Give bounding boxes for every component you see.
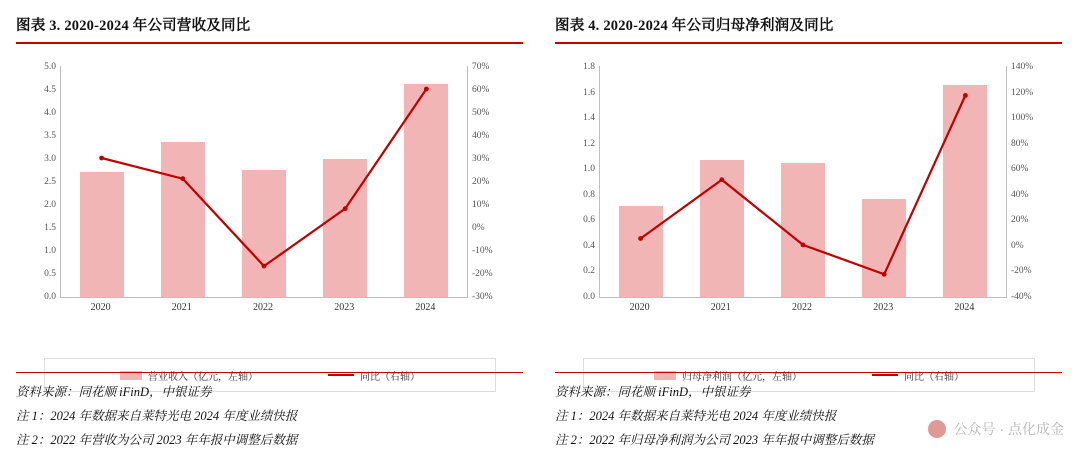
line-point: [882, 272, 887, 277]
panel-net-profit: [539, 0, 1078, 465]
line-point: [719, 177, 724, 182]
y-left-tick: 1.5: [44, 223, 56, 233]
watermark-text: 公众号 · 点化成金: [953, 421, 1064, 437]
y-left-tick: 4.5: [44, 85, 56, 95]
y-right-tick: 120%: [1011, 87, 1034, 98]
y-left-tick: 0.0: [583, 292, 595, 302]
y-axis-right-revenue: [472, 62, 518, 302]
y-right-tick: -20%: [1011, 266, 1032, 277]
line-point: [343, 206, 348, 211]
y-left-tick: 1.0: [583, 164, 595, 175]
note-source: 资料来源：同花顺 iFinD，中银证券: [555, 385, 751, 399]
y-right-tick: 100%: [1011, 113, 1034, 124]
legend-bar-label: 归母净利润（亿元，左轴）: [682, 371, 802, 383]
line-point: [801, 242, 806, 247]
line-point: [963, 93, 968, 98]
y-right-tick: 140%: [1011, 62, 1034, 72]
plot-area-revenue: [60, 66, 468, 298]
x-axis-tick: 2022: [792, 302, 812, 313]
y-axis-left-net-profit: [555, 62, 595, 302]
x-axis-tick: 2023: [334, 302, 355, 313]
y-left-tick: 0.5: [44, 269, 56, 279]
y-right-tick: 0%: [472, 223, 485, 233]
y-axis-left-revenue: [16, 62, 56, 302]
y-left-tick: 0.2: [583, 266, 595, 277]
y-right-tick: 10%: [472, 200, 490, 210]
trend-line: [641, 95, 966, 274]
x-axis-tick: 2021: [710, 302, 731, 313]
note-2: 注 2：2022 年营收为公司 2023 年年报中调整后数据: [16, 432, 298, 447]
y-right-tick: -20%: [472, 269, 493, 279]
trend-line: [102, 89, 427, 266]
y-right-tick: 0%: [1011, 240, 1024, 251]
note-1: 注 1：2024 年数据来自莱特光电 2024 年度业绩快报: [16, 408, 298, 423]
x-axis-tick: 2021: [171, 302, 192, 313]
line-series-net-profit: [600, 66, 1006, 296]
panel-title-net-profit: 图表 4. 2020-2024 年公司归母净利润及同比: [555, 14, 1062, 44]
line-point: [424, 87, 429, 92]
line-series-revenue: [61, 66, 467, 296]
y-right-tick: 60%: [472, 85, 490, 95]
line-point: [638, 236, 643, 241]
plot-area-net-profit: [599, 66, 1007, 298]
y-right-tick: 70%: [472, 62, 490, 72]
y-right-tick: 40%: [1011, 189, 1029, 200]
y-right-tick: 40%: [472, 131, 490, 141]
x-axis-net-profit: [599, 302, 1007, 320]
legend-bar-label: 营业收入（亿元，左轴）: [148, 371, 258, 383]
x-axis-tick: 2020: [90, 302, 111, 313]
y-right-tick: -40%: [1011, 292, 1032, 302]
line-point: [180, 176, 185, 181]
note-source: 资料来源：同花顺 iFinD，中银证券: [16, 385, 212, 399]
y-right-tick: 30%: [472, 154, 490, 164]
line-point: [262, 264, 267, 269]
notes-net-profit: [555, 372, 1062, 452]
note-2: 注 2：2022 年归母净利润为公司 2023 年年报中调整后数据: [555, 432, 874, 447]
y-left-tick: 3.0: [44, 154, 56, 164]
watermark: [928, 419, 1064, 439]
x-axis-tick: 2023: [873, 302, 894, 313]
y-left-tick: 1.6: [583, 87, 595, 98]
line-point: [99, 156, 104, 161]
y-axis-right-net-profit: [1011, 62, 1057, 302]
notes-revenue: [16, 372, 523, 452]
x-axis-tick: 2022: [253, 302, 273, 313]
y-left-tick: 0.8: [583, 189, 595, 200]
x-axis-tick: 2020: [629, 302, 650, 313]
chart-net-profit: [555, 58, 1062, 383]
watermark-badge-icon: [928, 420, 946, 438]
x-axis-tick: 2024: [954, 302, 975, 313]
y-left-tick: 4.0: [44, 108, 56, 118]
note-1: 注 1：2024 年数据来自莱特光电 2024 年度业绩快报: [555, 408, 837, 423]
y-right-tick: 80%: [1011, 138, 1029, 149]
legend-line-label: 同比（右轴）: [360, 371, 420, 383]
y-right-tick: 50%: [472, 108, 490, 118]
y-left-tick: 1.8: [583, 62, 595, 72]
y-left-tick: 2.0: [44, 200, 56, 210]
y-left-tick: 1.4: [583, 113, 595, 124]
y-right-tick: -10%: [472, 246, 493, 256]
y-right-tick: 20%: [472, 177, 490, 187]
x-axis-tick: 2024: [415, 302, 436, 313]
y-left-tick: 1.0: [44, 246, 56, 256]
y-right-tick: 20%: [1011, 215, 1029, 226]
y-left-tick: 3.5: [44, 131, 56, 141]
y-right-tick: 60%: [1011, 164, 1029, 175]
y-right-tick: -30%: [472, 292, 493, 302]
x-axis-revenue: [60, 302, 468, 320]
chart-revenue: [16, 58, 523, 383]
panel-title-revenue: 图表 3. 2020-2024 年公司营收及同比: [16, 14, 523, 44]
legend-line-label: 同比（右轴）: [904, 371, 964, 383]
y-left-tick: 0.4: [583, 240, 595, 251]
y-left-tick: 0.0: [44, 292, 56, 302]
y-left-tick: 1.2: [583, 138, 595, 149]
y-left-tick: 2.5: [44, 177, 56, 187]
y-left-tick: 0.6: [583, 215, 595, 226]
y-left-tick: 5.0: [44, 62, 56, 72]
